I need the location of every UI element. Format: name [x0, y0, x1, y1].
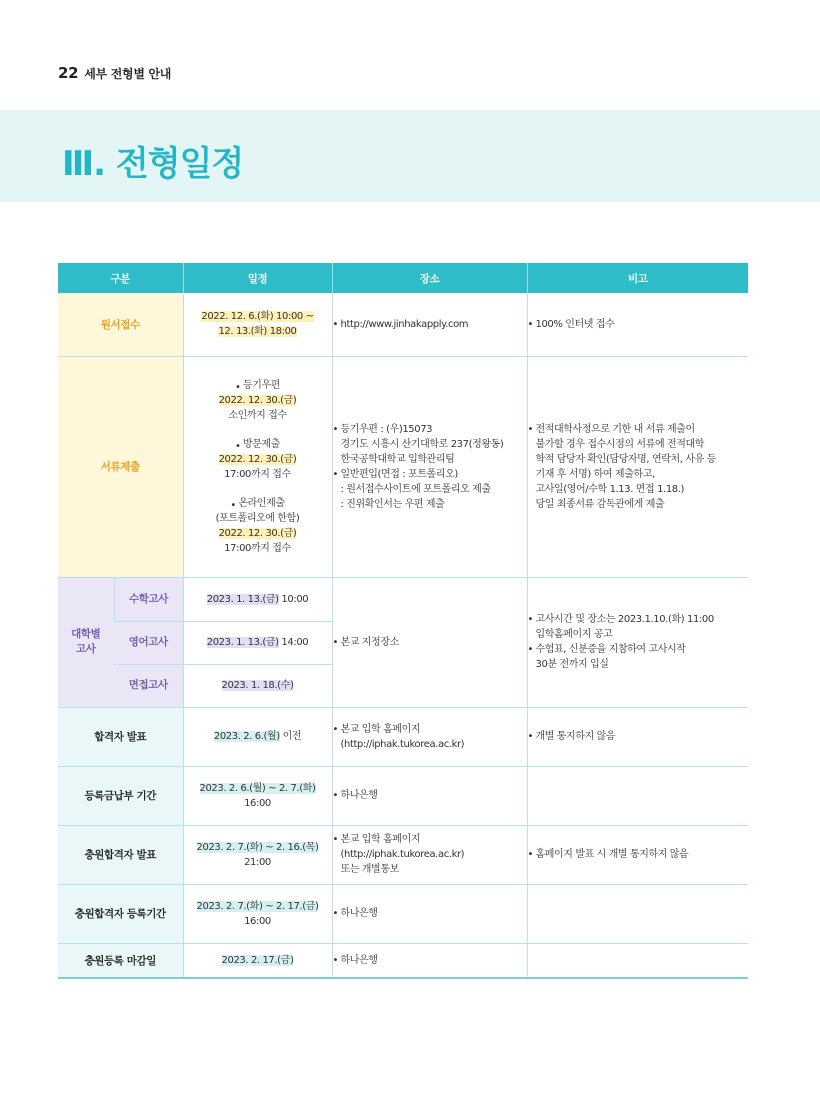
documents-place-line: • 일반편입(면접 : 포트폴리오): [333, 467, 527, 482]
extra-register-date-line2: 16:00: [244, 915, 271, 927]
exam-interview-label: 면접고사: [114, 664, 183, 707]
table-row: [58, 825, 748, 884]
pass-place-link[interactable]: (http://iphak.tukorea.ac.kr): [340, 738, 465, 750]
payment-place: [332, 766, 527, 825]
payment-place-text: • 하나은행: [333, 788, 527, 803]
category-exam-line1: 대학별: [71, 628, 101, 640]
documents-online-label: • 온라인제출: [230, 498, 284, 509]
page-header: [58, 64, 171, 82]
documents-note-line: 학적 담당자 확인(담당자명, 연락처, 사유 등: [535, 453, 716, 465]
table-row: [58, 884, 748, 943]
extra-pass-place-link[interactable]: (http://iphak.tukorea.ac.kr): [340, 849, 465, 860]
documents-note-line: 당일 최종서류 감독관에게 제출: [535, 498, 665, 510]
exam-place-text: • 본교 지정장소: [333, 635, 527, 650]
table-row: [58, 577, 748, 621]
exam-english-date: [183, 621, 332, 664]
section-title: 세부 전형별 안내: [84, 67, 172, 81]
payment-date-line1: 2023. 2. 6.(월) ~ 2. 7.(화): [199, 782, 316, 794]
pass-note: [527, 707, 748, 766]
extra-register-place-text: • 하나은행: [333, 906, 527, 921]
category-pass: 합격자 발표: [58, 707, 183, 766]
application-place: [332, 293, 527, 356]
documents-mail-sub: 소인까지 접수: [228, 409, 287, 421]
documents-date: [183, 356, 332, 577]
extra-pass-date: [183, 825, 332, 884]
exam-note-line: 30분 전까지 입실: [535, 659, 609, 670]
application-note: [527, 293, 748, 356]
documents-visit-sub: 17:00까지 접수: [224, 468, 291, 480]
exam-place: [332, 577, 527, 707]
documents-note: [527, 356, 748, 577]
category-extra-deadline: 충원등록 마감일: [58, 943, 183, 978]
payment-date: [183, 766, 332, 825]
category-exam: [58, 577, 114, 707]
table-row: [58, 943, 748, 978]
extra-pass-note-text: • 홈페이지 발표 시 개별 통지하지 않음: [528, 847, 749, 862]
extra-deadline-place: [332, 943, 527, 978]
pass-place-line: • 본교 입학 홈페이지: [333, 722, 527, 737]
documents-place: [332, 356, 527, 577]
category-documents: 서류제출: [58, 356, 183, 577]
exam-english-date-value: 2023. 1. 13.(금): [206, 637, 279, 648]
extra-deadline-date: [183, 943, 332, 978]
documents-mail-date: 2022. 12. 30.(금): [218, 394, 297, 406]
extra-pass-note: [527, 825, 748, 884]
exam-english-time: 14:00: [278, 637, 309, 648]
extra-deadline-date-value: 2023. 2. 17.(금): [221, 954, 294, 966]
extra-register-date: [183, 884, 332, 943]
payment-note: [527, 766, 748, 825]
documents-note-line: • 전적대학사정으로 기한 내 서류 제출이: [528, 422, 749, 437]
header-category: 구분: [58, 263, 183, 293]
schedule-table: [58, 263, 748, 979]
table-row: [58, 766, 748, 825]
application-date: [183, 293, 332, 356]
documents-mail-label: • 등기우편: [235, 380, 280, 391]
documents-place-line: : 진위확인서는 우편 제출: [340, 498, 445, 510]
header-note: 비고: [527, 263, 748, 293]
documents-place-line: 경기도 시흥시 산기대학로 237(정왕동): [340, 438, 504, 450]
extra-pass-date-line2: 21:00: [244, 856, 271, 868]
page-title: Ⅲ. 전형일정: [62, 144, 244, 184]
application-place-link[interactable]: • http://www.jinhakapply.com: [333, 317, 527, 332]
pass-place: [332, 707, 527, 766]
exam-math-date-value: 2023. 1. 13.(금): [206, 593, 279, 605]
documents-online-sub: 17:00까지 접수: [224, 542, 291, 554]
application-date-line2: 12. 13.(화) 18:00: [218, 326, 297, 338]
exam-note-line: 입학홈페이지 공고: [535, 629, 613, 640]
page-number: 22: [58, 64, 79, 82]
header-schedule: 일정: [183, 263, 332, 293]
documents-note-line: 기재 후 서명) 하여 제출하고,: [535, 468, 655, 480]
exam-interview-date-value: 2023. 1. 18.(수): [221, 680, 294, 691]
category-extra-pass: 충원합격자 발표: [58, 825, 183, 884]
category-exam-line2: 고사: [76, 643, 96, 655]
pass-date: [183, 707, 332, 766]
documents-note-line: 불가할 경우 접수시점의 서류에 전적대학: [535, 438, 705, 450]
exam-note: [527, 577, 748, 707]
exam-interview-date: [183, 664, 332, 707]
exam-note-line: • 고사시간 및 장소는 2023.1.10.(화) 11:00: [528, 612, 749, 627]
table-row: [58, 356, 748, 577]
exam-math-time: 10:00: [278, 593, 309, 605]
extra-register-date-line1: 2023. 2. 7.(화) ~ 2. 17.(금): [196, 900, 319, 912]
category-extra-register: 충원합격자 등록기간: [58, 884, 183, 943]
documents-place-line: : 원서접수사이트에 포트폴리오 제출: [340, 483, 491, 495]
application-date-line1: 2022. 12. 6.(화) 10:00 ~: [201, 311, 314, 323]
table-header-row: [58, 263, 748, 293]
documents-visit-label: • 방문제출: [235, 439, 280, 450]
pass-date-suffix: 이전: [279, 731, 302, 742]
exam-english-label: 영어고사: [114, 621, 183, 664]
table-row: [58, 293, 748, 356]
category-application: 원서접수: [58, 293, 183, 356]
exam-math-label: 수학고사: [114, 577, 183, 621]
extra-pass-place-line: • 본교 입학 홈페이지: [333, 832, 527, 847]
extra-register-note: [527, 884, 748, 943]
documents-visit-date: 2022. 12. 30.(금): [218, 453, 297, 465]
category-payment: 등록금납부 기간: [58, 766, 183, 825]
payment-date-line2: 16:00: [244, 797, 271, 809]
header-place: 장소: [332, 263, 527, 293]
application-note-text: • 100% 인터넷 접수: [528, 317, 749, 332]
documents-place-line: 한국공학대학교 입학관리팀: [340, 453, 455, 465]
extra-register-place: [332, 884, 527, 943]
exam-note-line: • 수험표, 신분증을 지참하여 고사시작: [528, 642, 749, 657]
table-row: [58, 707, 748, 766]
extra-pass-place: [332, 825, 527, 884]
exam-math-date: [183, 577, 332, 621]
pass-note-text: • 개별 통지하지 않음: [528, 729, 749, 744]
extra-deadline-place-text: • 하나은행: [333, 953, 527, 968]
documents-online-date: 2022. 12. 30.(금): [218, 527, 297, 539]
extra-pass-place-line: 또는 개별통보: [340, 864, 399, 875]
documents-note-line: 고사일(영어/수학 1.13. 면접 1.18.): [535, 483, 685, 495]
pass-date-value: 2023. 2. 6.(월): [213, 731, 280, 742]
extra-deadline-note: [527, 943, 748, 978]
documents-online-note: (포트폴리오에 한함): [215, 512, 300, 524]
documents-place-line: • 등기우편 : (우)15073: [333, 422, 527, 437]
extra-pass-date-line1: 2023. 2. 7.(화) ~ 2. 16.(목): [196, 841, 319, 853]
